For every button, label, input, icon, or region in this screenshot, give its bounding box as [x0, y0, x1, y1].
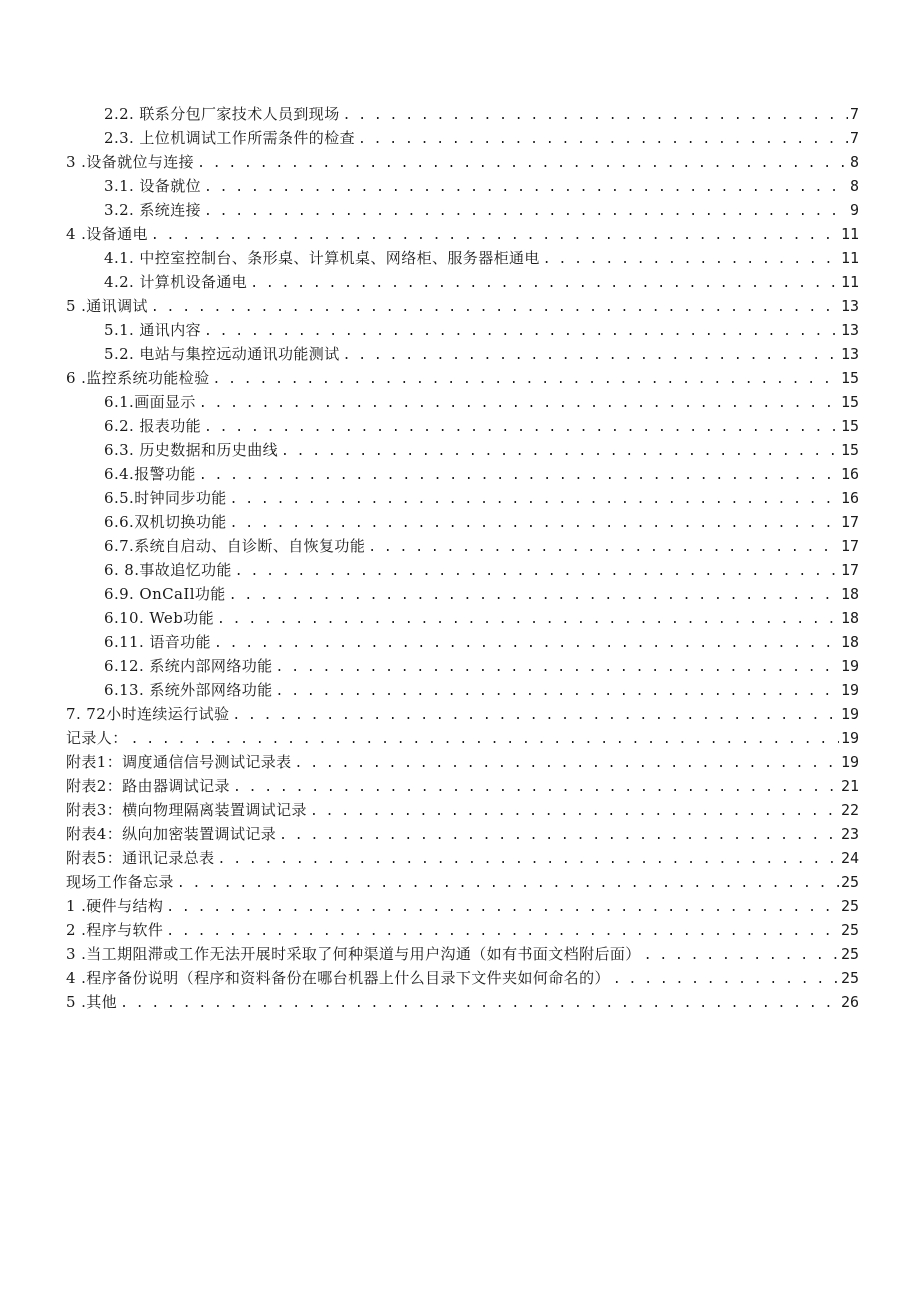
toc-entry-title: 6.9. OnCaIl功能 — [104, 585, 226, 603]
toc-entry[interactable] — [66, 822, 859, 846]
toc-entry-title: 1 .硬件与结构 — [66, 897, 164, 915]
toc-entry[interactable] — [66, 582, 859, 606]
toc-entry-title: 5 .其他 — [66, 993, 118, 1011]
toc-entry-page-number: 7 — [849, 129, 859, 147]
toc-entry-page-number: 25 — [840, 921, 859, 939]
toc-entry-title: 6.7.系统自启动、自诊断、自恢复功能 — [104, 537, 366, 555]
toc-entry-page-number: 19 — [840, 729, 859, 747]
toc-entry-page-number: 8 — [849, 177, 859, 195]
toc-entry[interactable] — [66, 126, 859, 150]
toc-dot-leader — [276, 680, 839, 702]
toc-dot-leader — [204, 200, 848, 222]
toc-entry[interactable] — [66, 894, 859, 918]
toc-entry-page-number: 16 — [840, 489, 859, 507]
toc-dot-leader — [218, 848, 839, 870]
toc-dot-leader — [281, 440, 839, 462]
toc-entry-page-number: 15 — [840, 393, 859, 411]
toc-entry-page-number: 25 — [840, 969, 859, 987]
toc-entry-title: 2 .程序与软件 — [66, 921, 164, 939]
toc-dot-leader — [368, 536, 839, 558]
toc-dot-leader — [230, 488, 839, 510]
toc-entry[interactable] — [66, 270, 859, 294]
toc-entry-page-number: 19 — [840, 753, 859, 771]
toc-entry[interactable] — [66, 486, 859, 510]
toc-entry-page-number: 13 — [840, 321, 859, 339]
toc-entry-title: 2.3. 上位机调试工作所需条件的检查 — [104, 129, 355, 147]
toc-entry[interactable] — [66, 942, 859, 966]
toc-entry-title: 6.12. 系统内部网络功能 — [104, 657, 273, 675]
toc-entry[interactable] — [66, 438, 859, 462]
toc-dot-leader — [235, 560, 839, 582]
toc-entry-page-number: 7 — [849, 105, 859, 123]
toc-dot-leader — [279, 824, 839, 846]
toc-entry[interactable] — [66, 534, 859, 558]
toc-entry[interactable] — [66, 654, 859, 678]
toc-entry-page-number: 16 — [840, 465, 859, 483]
toc-entry-title: 6.4.报警功能 — [104, 465, 196, 483]
toc-entry-title: 2.2. 联系分包厂家技术人员到现场 — [104, 105, 340, 123]
toc-dot-leader — [166, 920, 839, 942]
toc-entry-title: 6.13. 系统外部网络功能 — [104, 681, 273, 699]
toc-entry-title: 7. 72小时连续运行试验 — [66, 705, 230, 723]
toc-entry-title: 6.11. 语音功能 — [104, 633, 211, 651]
toc-entry-title: 记录人： — [66, 729, 128, 747]
toc-entry-page-number: 17 — [840, 537, 859, 555]
toc-entry[interactable] — [66, 366, 859, 390]
toc-entry-title: 附表1：调度通信信号测试记录表 — [66, 753, 292, 771]
toc-entry-title: 4.1. 中控室控制台、条形桌、计算机桌、网络柜、服务器柜通电 — [104, 249, 540, 267]
toc-entry-title: 3 .当工期阻滞或工作无法开展时采取了何种渠道与用户沟通（如有书面文档附后面） — [66, 945, 641, 963]
toc-dot-leader — [204, 416, 839, 438]
toc-entry[interactable] — [66, 630, 859, 654]
toc-entry-page-number: 15 — [840, 441, 859, 459]
toc-entry[interactable] — [66, 150, 859, 174]
toc-dot-leader — [250, 272, 839, 294]
toc-dot-leader — [229, 584, 839, 606]
toc-entry[interactable] — [66, 294, 859, 318]
toc-entry-title: 6.2. 报表功能 — [104, 417, 201, 435]
toc-entry[interactable] — [66, 918, 859, 942]
toc-entry-title: 现场工作备忘录 — [66, 873, 174, 891]
toc-entry-title: 6.10. Web功能 — [104, 609, 215, 627]
toc-dot-leader — [232, 704, 839, 726]
toc-dot-leader — [131, 728, 839, 750]
toc-entry[interactable] — [66, 222, 859, 246]
toc-entry-page-number: 13 — [840, 297, 859, 315]
toc-entry[interactable] — [66, 414, 859, 438]
toc-entry[interactable] — [66, 990, 859, 1014]
toc-dot-leader — [543, 248, 839, 270]
toc-entry-page-number: 11 — [840, 273, 859, 291]
toc-entry-page-number: 9 — [849, 201, 859, 219]
toc-entry-page-number: 24 — [840, 849, 859, 867]
toc-entry[interactable] — [66, 726, 859, 750]
toc-dot-leader — [295, 752, 839, 774]
toc-entry-title: 5.1. 通讯内容 — [104, 321, 201, 339]
toc-dot-leader — [276, 656, 839, 678]
toc-dot-leader — [233, 776, 839, 798]
toc-entry-page-number: 13 — [840, 345, 859, 363]
toc-entry-page-number: 17 — [840, 513, 859, 531]
toc-entry-title: 6 .监控系统功能检验 — [66, 369, 210, 387]
toc-dot-leader — [212, 368, 838, 390]
toc-entry-title: 附表2：路由器调试记录 — [66, 777, 230, 795]
toc-entry[interactable] — [66, 318, 859, 342]
toc-entry[interactable] — [66, 774, 859, 798]
toc-entry-title: 4 .设备通电 — [66, 225, 148, 243]
toc-entry-title: 6.6.双机切换功能 — [104, 513, 227, 531]
toc-entry[interactable] — [66, 846, 859, 870]
toc-dot-leader — [204, 176, 848, 198]
toc-entry-page-number: 19 — [840, 681, 859, 699]
toc-entry[interactable] — [66, 558, 859, 582]
toc-entry[interactable] — [66, 606, 859, 630]
toc-dot-leader — [214, 632, 839, 654]
toc-entry-page-number: 18 — [840, 633, 859, 651]
toc-dot-leader — [151, 296, 839, 318]
toc-dot-leader — [197, 152, 848, 174]
toc-entry-page-number: 21 — [840, 777, 859, 795]
toc-dot-leader — [177, 872, 839, 894]
toc-entry-page-number: 18 — [840, 585, 859, 603]
toc-entry-title: 6.1.画面显示 — [104, 393, 196, 411]
toc-entry-title: 3.1. 设备就位 — [104, 177, 201, 195]
toc-entry[interactable] — [66, 462, 859, 486]
toc-dot-leader — [613, 968, 839, 990]
toc-entry-page-number: 22 — [840, 801, 859, 819]
toc-entry[interactable] — [66, 750, 859, 774]
toc-entry-title: 5 .通讯调试 — [66, 297, 148, 315]
toc-dot-leader — [204, 320, 839, 342]
toc-dot-leader — [310, 800, 839, 822]
toc-entry[interactable] — [66, 198, 859, 222]
toc-dot-leader — [199, 464, 839, 486]
toc-dot-leader — [120, 992, 839, 1014]
toc-entry-page-number: 15 — [840, 417, 859, 435]
toc-dot-leader — [358, 128, 848, 150]
toc-dot-leader — [644, 944, 839, 966]
toc-dot-leader — [230, 512, 839, 534]
toc-entry[interactable] — [66, 702, 859, 726]
toc-entry-title: 5.2. 电站与集控远动通讯功能测试 — [104, 345, 340, 363]
toc-entry-title: 附表4：纵向加密装置调试记录 — [66, 825, 277, 843]
toc-dot-leader — [217, 608, 839, 630]
toc-entry-title: 6.5.时钟同步功能 — [104, 489, 227, 507]
toc-entry-page-number: 17 — [840, 561, 859, 579]
toc-entry-page-number: 11 — [840, 249, 859, 267]
toc-dot-leader — [166, 896, 839, 918]
toc-dot-leader — [199, 392, 839, 414]
toc-entry-page-number: 25 — [840, 873, 859, 891]
table-of-contents — [66, 102, 859, 1014]
toc-entry[interactable] — [66, 174, 859, 198]
toc-entry[interactable] — [66, 246, 859, 270]
toc-entry[interactable] — [66, 510, 859, 534]
toc-entry-page-number: 15 — [840, 369, 859, 387]
toc-entry-title: 3.2. 系统连接 — [104, 201, 201, 219]
toc-dot-leader — [343, 344, 839, 366]
toc-entry[interactable] — [66, 678, 859, 702]
toc-entry-title: 6. 8.事故追忆功能 — [104, 561, 232, 579]
toc-dot-leader — [151, 224, 839, 246]
toc-entry-title: 3 .设备就位与连接 — [66, 153, 195, 171]
toc-entry-title: 附表3：横向物理隔离装置调试记录 — [66, 801, 307, 819]
toc-entry-page-number: 11 — [840, 225, 859, 243]
toc-entry-title: 6.3. 历史数据和历史曲线 — [104, 441, 278, 459]
toc-entry-page-number: 26 — [840, 993, 859, 1011]
toc-entry-page-number: 18 — [840, 609, 859, 627]
toc-entry[interactable] — [66, 870, 859, 894]
toc-entry[interactable] — [66, 798, 859, 822]
toc-entry[interactable] — [66, 966, 859, 990]
toc-entry[interactable] — [66, 342, 859, 366]
toc-entry-page-number: 25 — [840, 897, 859, 915]
toc-entry-page-number: 19 — [840, 705, 859, 723]
toc-entry-title: 4.2. 计算机设备通电 — [104, 273, 248, 291]
toc-entry-page-number: 23 — [840, 825, 859, 843]
toc-dot-leader — [343, 104, 848, 126]
toc-entry-page-number: 8 — [849, 153, 859, 171]
toc-entry-title: 附表5：通讯记录总表 — [66, 849, 215, 867]
toc-entry-page-number: 25 — [840, 945, 859, 963]
toc-entry[interactable] — [66, 390, 859, 414]
toc-entry-title: 4 .程序备份说明（程序和资料备份在哪台机器上什么目录下文件夹如何命名的） — [66, 969, 610, 987]
toc-entry-page-number: 19 — [840, 657, 859, 675]
toc-entry[interactable] — [66, 102, 859, 126]
